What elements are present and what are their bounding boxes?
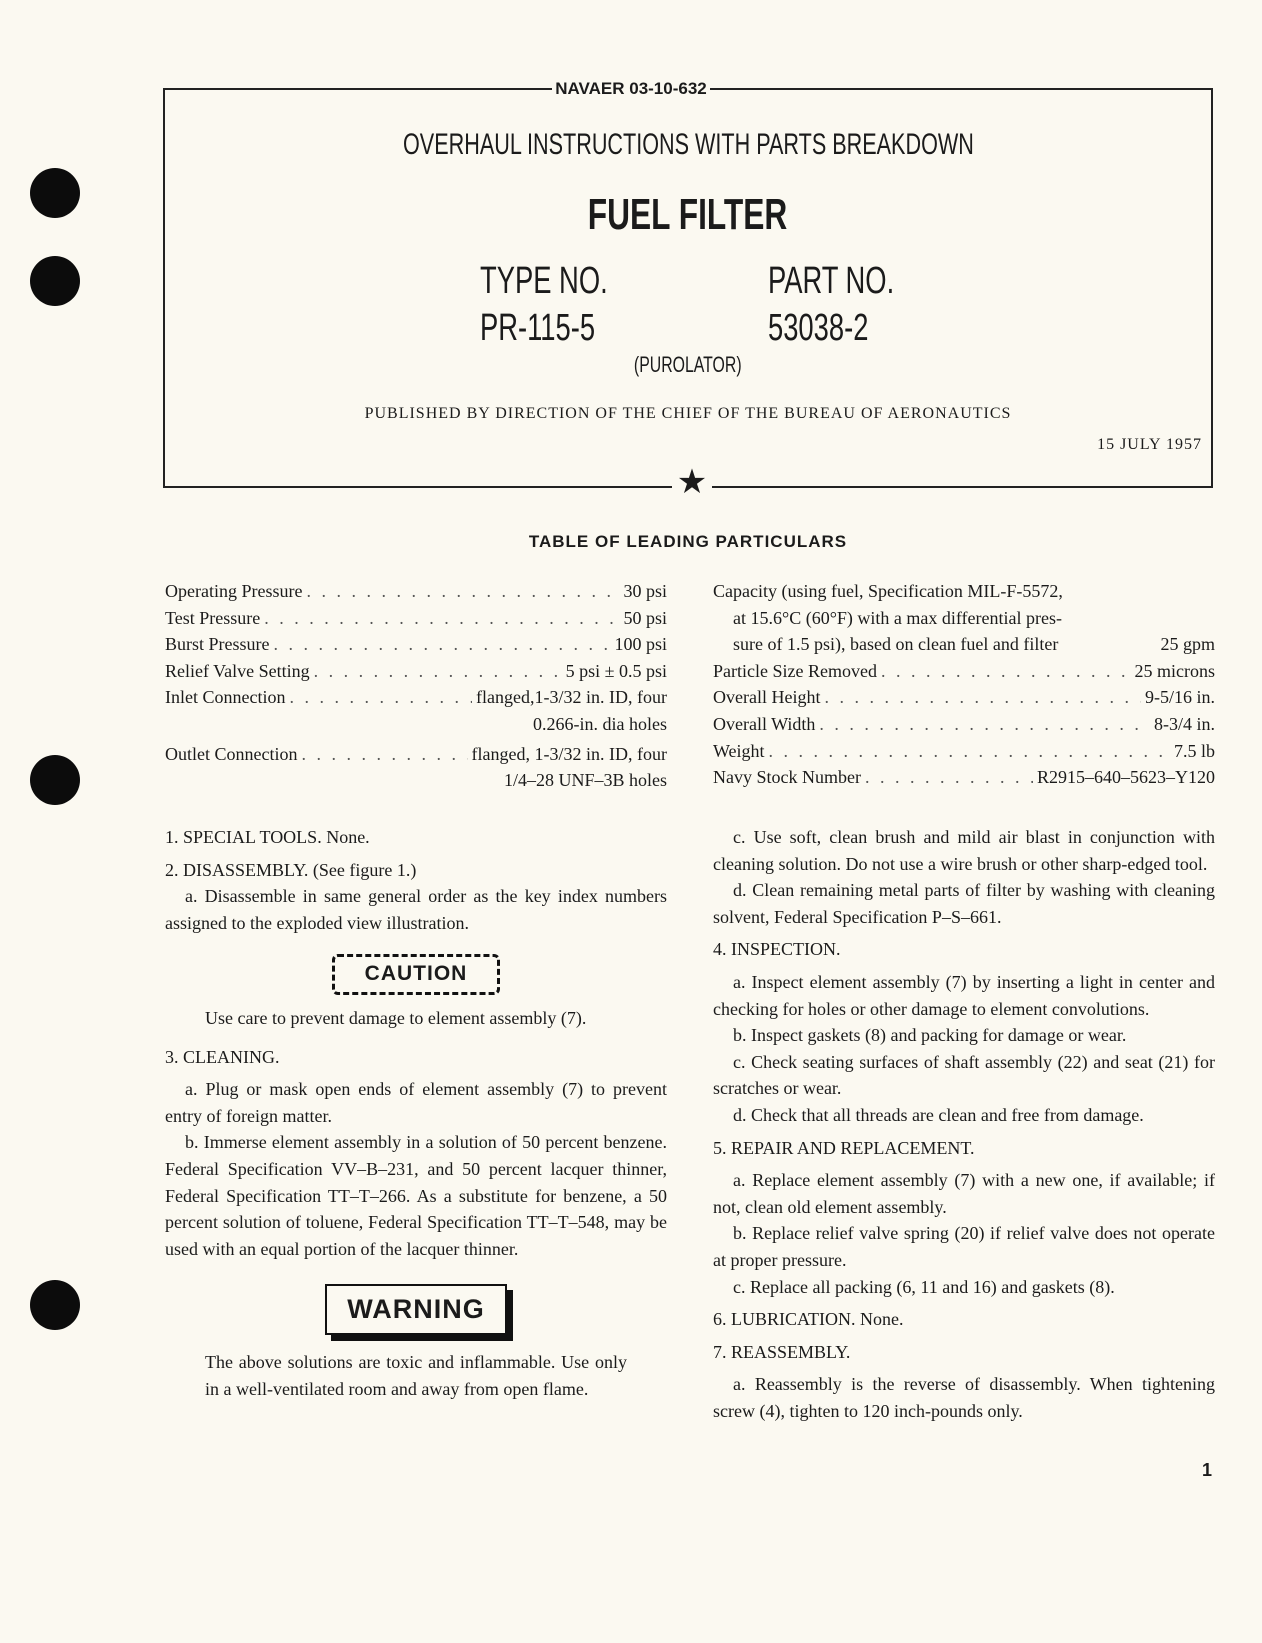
- value-cont: 1/4–28 UNF–3B holes: [503, 770, 667, 791]
- label: Outlet Connection: [165, 743, 298, 764]
- type-number: PR-115-5: [480, 307, 596, 349]
- label: Overall Height: [713, 687, 821, 708]
- paragraph: b. Inspect gaskets (8) and packing for damage or wear.: [733, 1025, 1127, 1046]
- manufacturer: (PUROLATOR): [634, 352, 742, 377]
- section-heading: 6. LUBRICATION. None.: [713, 1309, 904, 1330]
- warning-text: The above solutions are toxic and inflammable. Use only in a well-ventilated room and away from open flame.: [205, 1351, 627, 1399]
- value: flanged,1-3/32 in. ID, four: [476, 687, 667, 708]
- label: Overall Width: [713, 713, 816, 734]
- paragraph: a. Replace element assembly (7) with a new one, if available; if not, clean old element assembly.: [713, 1170, 1215, 1217]
- value: R2915–640–5623–Y120: [1036, 767, 1215, 788]
- binder-hole: [30, 256, 80, 306]
- part-number: 53038-2: [768, 307, 869, 349]
- value: 50 psi: [623, 607, 667, 628]
- label: Operating Pressure: [165, 581, 303, 601]
- star-icon: ★: [672, 462, 712, 502]
- paragraph: c. Use soft, clean brush and mild air blast in conjunction with cleaning solution. Do not use a wire brush or other sharp-edged tool.: [713, 827, 1215, 874]
- binder-hole: [30, 168, 80, 218]
- value-cont: 0.266-in. dia holes: [533, 713, 667, 734]
- label: Relief Valve Setting: [165, 660, 310, 681]
- section-heading: 2. DISASSEMBLY. (See figure 1.): [165, 859, 417, 880]
- section-heading: 3. CLEANING.: [165, 1046, 280, 1067]
- doc-number: NAVAER 03-10-632: [552, 79, 710, 98]
- value: flanged, 1-3/32 in. ID, four: [471, 743, 667, 764]
- particulars-left: [165, 578, 667, 794]
- value: 9-5/16 in.: [1145, 687, 1215, 708]
- value: 100 psi: [614, 634, 667, 655]
- doc-title: FUEL FILTER: [588, 190, 788, 239]
- particulars-title: TABLE OF LEADING PARTICULARS: [528, 532, 848, 551]
- paragraph: c. Check seating surfaces of shaft assembly (22) and seat (21) for scratches or wear.: [713, 1051, 1215, 1099]
- page-number: 1: [1202, 1460, 1213, 1480]
- publish-date: 15 JULY 1957: [1097, 436, 1202, 453]
- paragraph: a. Plug or mask open ends of element assembly (7) to prevent entry of foreign matter.: [165, 1079, 667, 1126]
- value: 25 microns: [1134, 660, 1215, 681]
- label: Weight: [713, 740, 765, 761]
- binder-hole: [30, 755, 80, 805]
- capacity-line: at 15.6°C (60°F) with a max differential pres-: [733, 607, 1062, 628]
- label: Particle Size Removed: [713, 660, 877, 681]
- label: Navy Stock Number: [713, 767, 861, 788]
- value: 5 psi ± 0.5 psi: [565, 660, 667, 681]
- paragraph: a. Reassembly is the reverse of disassembly. When tightening screw (4), tighten to 120 inch-pounds only.: [713, 1374, 1215, 1421]
- warning-label: WARNING: [325, 1284, 507, 1335]
- caution-label: CAUTION: [332, 954, 501, 995]
- section-heading: 5. REPAIR AND REPLACEMENT.: [713, 1137, 975, 1158]
- value: 7.5 lb: [1173, 740, 1215, 761]
- paragraph: c. Replace all packing (6, 11 and 16) and gaskets (8).: [733, 1276, 1115, 1297]
- type-label: TYPE NO.: [480, 260, 608, 302]
- section-heading: 4. INSPECTION.: [713, 939, 841, 960]
- capacity-line: Capacity (using fuel, Specification MIL-F-5572,: [713, 581, 1063, 601]
- paragraph: d. Clean remaining metal parts of filter by washing with cleaning solvent, Federal Specification P–S–661.: [713, 880, 1215, 927]
- caution-text: Use care to prevent damage to element assembly (7).: [205, 1007, 587, 1028]
- section-heading: 7. REASSEMBLY.: [713, 1341, 851, 1362]
- paragraph: b. Immerse element assembly in a solution of 50 percent benzene. Federal Specification VV–B–231, and 50 percent lacquer thinner, Federal Specification TT–T–266. As a substitute for benzene, a 50 percent solution of toluene, Federal Specification TT–T–548, may be used with an equal portion of the lacquer thinner.: [165, 1132, 667, 1259]
- label: Inlet Connection: [165, 687, 286, 708]
- value: 8-3/4 in.: [1154, 713, 1215, 734]
- paragraph: d. Check that all threads are clean and free from damage.: [733, 1104, 1144, 1125]
- binder-hole: [30, 1280, 80, 1330]
- paragraph: b. Replace relief valve spring (20) if relief valve does not operate at proper pressure.: [713, 1223, 1215, 1270]
- value: 30 psi: [623, 581, 667, 601]
- left-column: [165, 824, 667, 1402]
- section-heading: 1. SPECIAL TOOLS. None.: [165, 827, 370, 847]
- particulars-right: [713, 578, 1215, 791]
- value: 25 gpm: [1160, 634, 1215, 655]
- part-label: PART NO.: [768, 260, 895, 302]
- capacity-line: sure of 1.5 psi), based on clean fuel and filter: [733, 634, 1059, 655]
- paragraph: a. Inspect element assembly (7) by inserting a light in center and checking for holes or other damage to element convolutions.: [713, 971, 1215, 1019]
- label: Test Pressure: [165, 607, 261, 628]
- right-column: [713, 824, 1215, 1424]
- published-by: PUBLISHED BY DIRECTION OF THE CHIEF OF THE BUREAU OF AERONAUTICS: [364, 405, 1012, 422]
- doc-subtitle: OVERHAUL INSTRUCTIONS WITH PARTS BREAKDOWN: [402, 128, 974, 161]
- label: Burst Pressure: [165, 634, 270, 655]
- paragraph: a. Disassemble in same general order as the key index numbers assigned to the exploded view illustration.: [165, 886, 667, 933]
